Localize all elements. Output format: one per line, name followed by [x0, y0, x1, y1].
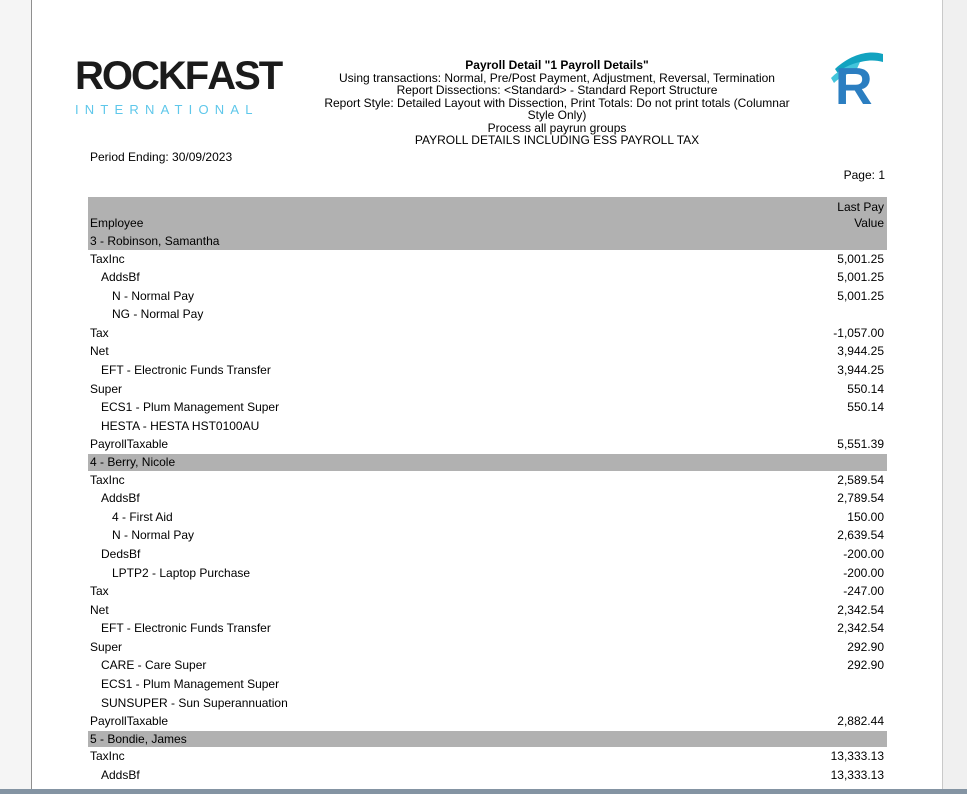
- table-row: [88, 489, 887, 508]
- col-header-employee: Employee: [90, 216, 144, 230]
- row-value: [884, 675, 887, 694]
- row-value: 2,789.54: [837, 491, 884, 506]
- table-row: [88, 564, 887, 583]
- row-label: EFT - Electronic Funds Transfer: [101, 363, 271, 378]
- table-row: [88, 656, 887, 675]
- table-row: [88, 638, 887, 657]
- row-label: CARE - Care Super: [101, 658, 207, 673]
- report-title: Payroll Detail "1 Payroll Details": [465, 58, 649, 72]
- row-value: [884, 305, 887, 324]
- report-header-line: Style Only): [527, 108, 587, 122]
- row-value: -247.00: [843, 584, 884, 599]
- table-row: [88, 287, 887, 306]
- row-label: Net: [90, 344, 109, 359]
- row-label: AddsBf: [101, 270, 140, 285]
- table-row: [88, 435, 887, 454]
- report-header-line: Report Style: Detailed Layout with Dissection, Print Totals: Do not print totals (Columnar: [324, 95, 790, 110]
- table-row: [88, 398, 887, 417]
- employee-band: 5 - Bondie, James: [88, 731, 887, 748]
- row-label: PayrollTaxable: [90, 714, 169, 729]
- bottom-edge-bar: [0, 789, 967, 794]
- row-value: 2,882.44: [837, 714, 884, 729]
- period-ending-label: Period Ending: 30/09/2023: [90, 150, 233, 164]
- brand-a-glyph: A: [207, 54, 235, 98]
- row-value: [884, 694, 887, 713]
- page-number: Page: 1: [843, 168, 885, 182]
- brand-letter-a: [207, 53, 234, 99]
- col-header-lastpay: Last Pay: [837, 200, 884, 214]
- row-label: EFT - Electronic Funds Transfer: [101, 621, 271, 636]
- report-header-line: Report Dissections: <Standard> - Standard Report Structure: [396, 83, 718, 97]
- row-label: PayrollTaxable: [90, 437, 169, 452]
- row-value: 2,589.54: [837, 472, 884, 487]
- row-label: Tax: [90, 584, 109, 599]
- row-label: SUNSUPER - Sun Superannuation: [101, 695, 288, 710]
- report-header-line: PAYROLL DETAILS INCLUDING ESS PAYROLL TAX: [414, 133, 700, 147]
- table-row: [88, 545, 887, 564]
- row-label: Super: [90, 381, 123, 396]
- row-value: 3,944.25: [837, 363, 884, 378]
- rockfast-logo: [75, 53, 305, 117]
- viewer-right-margin: [942, 0, 967, 794]
- row-label: 4 - First Aid: [112, 509, 173, 524]
- employee-band: 3 - Robinson, Samantha: [88, 233, 887, 250]
- row-value: 292.90: [847, 639, 884, 654]
- row-value: 2,342.54: [837, 621, 884, 636]
- row-label: AddsBf: [101, 767, 140, 782]
- row-value: 5,001.25: [837, 270, 884, 285]
- report-page: [32, 0, 942, 794]
- row-value: -1,057.00: [833, 325, 884, 340]
- row-label: ECS1 - Plum Management Super: [101, 677, 280, 692]
- table-row: [88, 250, 887, 269]
- row-label: TaxInc: [90, 749, 125, 764]
- row-value: 3,944.25: [837, 344, 884, 359]
- row-label: Tax: [90, 325, 109, 340]
- table-row: [88, 619, 887, 638]
- row-value: -200.00: [843, 565, 884, 580]
- table-row: [88, 694, 887, 713]
- row-value: 13,333.13: [830, 749, 884, 764]
- row-label: AddsBf: [101, 491, 140, 506]
- row-label: HESTA - HESTA HST0100AU: [101, 418, 260, 433]
- table-row: [88, 601, 887, 620]
- table-header: [88, 197, 887, 233]
- row-label: TaxInc: [90, 472, 125, 487]
- col-header-value: Value: [854, 216, 884, 230]
- table-row: [88, 508, 887, 527]
- table-row: [88, 747, 887, 766]
- table-row: [88, 268, 887, 287]
- table-sections: [88, 233, 887, 794]
- row-value: 550.14: [847, 381, 884, 396]
- table-row: [88, 582, 887, 601]
- row-value: 150.00: [847, 509, 884, 524]
- row-value: -200.00: [843, 546, 884, 561]
- row-value: 5,001.25: [837, 288, 884, 303]
- payroll-table: [88, 197, 887, 794]
- brand-subtitle: INTERNATIONAL: [75, 102, 259, 117]
- row-label: Super: [90, 639, 123, 654]
- row-value: 2,342.54: [837, 602, 884, 617]
- table-row: [88, 417, 887, 436]
- row-label: LPTP2 - Laptop Purchase: [112, 565, 251, 580]
- table-row: [88, 380, 887, 399]
- row-label: ECS1 - Plum Management Super: [101, 400, 280, 415]
- row-label: TaxInc: [90, 251, 125, 266]
- row-value: 5,551.39: [837, 437, 884, 452]
- brand-text-end: ST: [234, 54, 282, 98]
- report-header: [302, 59, 812, 147]
- row-label: N - Normal Pay: [112, 288, 195, 303]
- brand-text: ROCKF: [75, 54, 208, 98]
- report-header-line: Process all payrun groups: [487, 120, 627, 135]
- table-row: [88, 526, 887, 545]
- svg-text:R: R: [835, 58, 873, 107]
- row-value: 2,639.54: [837, 528, 884, 543]
- row-label: N - Normal Pay: [112, 528, 195, 543]
- table-row: [88, 342, 887, 361]
- table-row: [88, 675, 887, 694]
- brand-wordmark: [75, 53, 305, 99]
- row-value: 5,001.25: [837, 251, 884, 266]
- employee-band: 4 - Berry, Nicole: [88, 454, 887, 471]
- table-row: [88, 305, 887, 324]
- table-row: [88, 361, 887, 380]
- table-row: [88, 471, 887, 490]
- viewer-left-margin: [0, 0, 32, 794]
- table-row: [88, 324, 887, 343]
- row-label: Net: [90, 602, 109, 617]
- table-row: [88, 766, 887, 785]
- row-label: NG - Normal Pay: [112, 307, 204, 322]
- row-value: 550.14: [847, 400, 884, 415]
- rockfast-mark-icon: [829, 47, 885, 107]
- row-label: DedsBf: [101, 546, 141, 561]
- report-header-line: Using transactions: Normal, Pre/Post Payment, Adjustment, Reversal, Termination: [339, 70, 775, 85]
- row-value: 13,333.13: [830, 767, 884, 782]
- row-value: 292.90: [847, 658, 884, 673]
- row-value: [884, 417, 887, 436]
- table-row: [88, 712, 887, 731]
